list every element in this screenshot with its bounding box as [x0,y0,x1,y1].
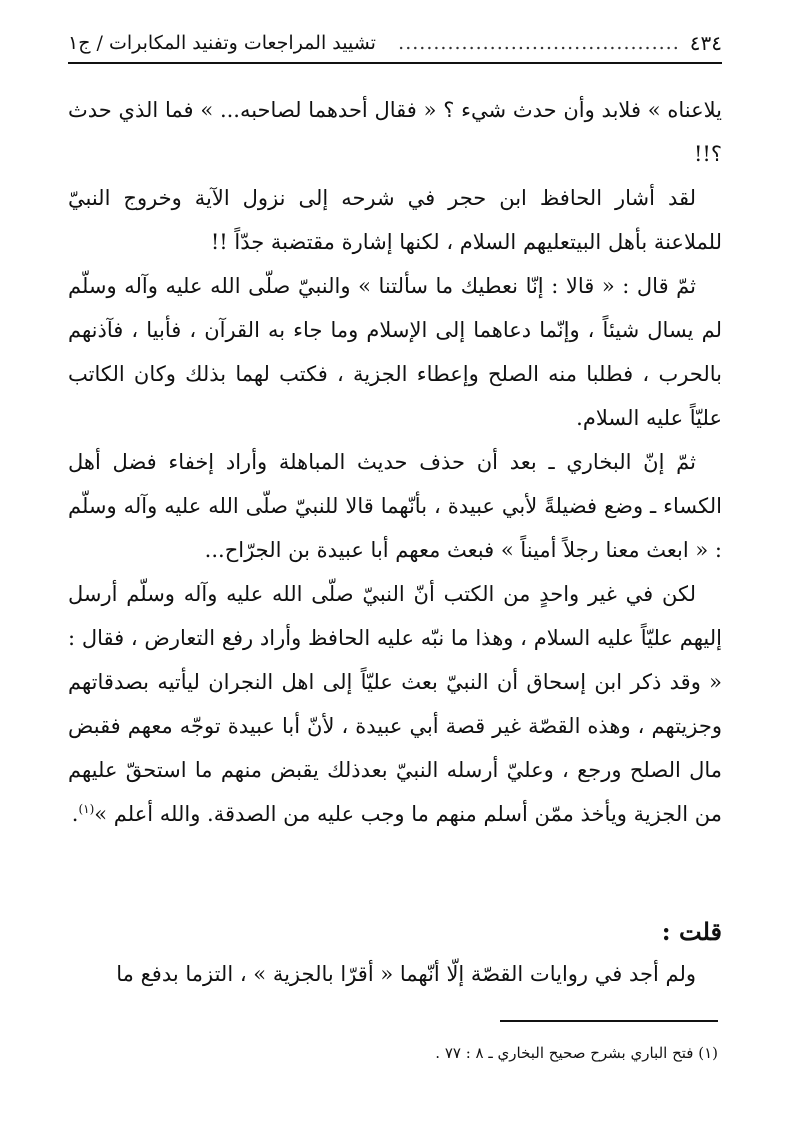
paragraph-5 [68,572,722,836]
book-title: تشييد المراجعات وتفنيد المكابرات / ج١ [68,32,376,54]
footnote-marker: (١) [78,802,95,816]
paragraph-1: يلاعناه » فلابد وأن حدث شيء ؟ « فقال أحدهما لصاحبه... » فما الذي حدث ؟!! [68,98,722,166]
section-heading: قلت : [661,917,722,946]
paragraph-2: لقد أشار الحافظ ابن حجر في شرحه إلى نزول الآية وخروج النبيّ للملاعنة بأهل البيتعليهم السلام ، لكنها إشارة مقتضبة جدّاً !! [68,186,722,254]
footnote-divider [500,1020,718,1022]
paragraph-4: ثمّ إنّ البخاري ـ بعد أن حذف حديث المباهلة وأراد إخفاء فضل أهل الكساء ـ وضع فضيلةً لأبي عبيدة ، بأنّهما قالا للنبيّ صلّى الله عليه وآله وسلّم : « ابعث معنا رجلاً أميناً » فبعث معهم أبا عبيدة بن الجرّاح... [68,450,722,562]
main-text [68,88,722,836]
paragraph-5-text: لكن في غير واحدٍ من الكتب أنّ النبيّ صلّى الله عليه وآله وسلّم أرسل إليهم عليّاً عليه السلام ، وهذا ما نبّه عليه الحافظ وأراد رفع التعارض ، فقال : « وقد ذكر ابن إسحاق أن النبيّ بعث عليّاً إلى اهل النجران ليأتيه بصدقاتهم وجزيتهم ، وهذه القصّة غير قصة أبي عبيدة ، لأنّ أبا عبيدة توجّه معهم فقبض مال الصلح ورجع ، وعليّ أرسله النبيّ بعدذلك يقبض منهم ما استحقّ عليهم من الجزية ويأخذ ممّن أسلم منهم ما وجب عليه من الصدقة. والله أعلم » [68,582,722,826]
heading-paragraph: ولم أجد في روايات القصّة إلّا أنّهما « أقرّا بالجزية » ، التزما بدفع ما [116,962,696,986]
header-dot-leader: ........................................ [398,32,680,54]
running-header [68,24,722,64]
footnote: (١) فتح الباري بشرح صحيح البخاري ـ ٨ : ٧٧ . [435,1044,718,1062]
paragraph-3: ثمّ قال : « قالا : إنّا نعطيك ما سألتنا » والنبيّ صلّى الله عليه وآله وسلّم لم يسال شيئاً ، وإنّما دعاهما إلى الإسلام وما جاء به القرآن ، فأبيا ، فآذنهم بالحرب ، فطلبا منه الصلح وإعطاء الجزية ، فكتب لهما بذلك وكان الكاتب عليّاً عليه السلام. [68,274,722,430]
paragraph-5-end: . [71,802,79,826]
page-number: ٤٣٤ [689,31,722,55]
